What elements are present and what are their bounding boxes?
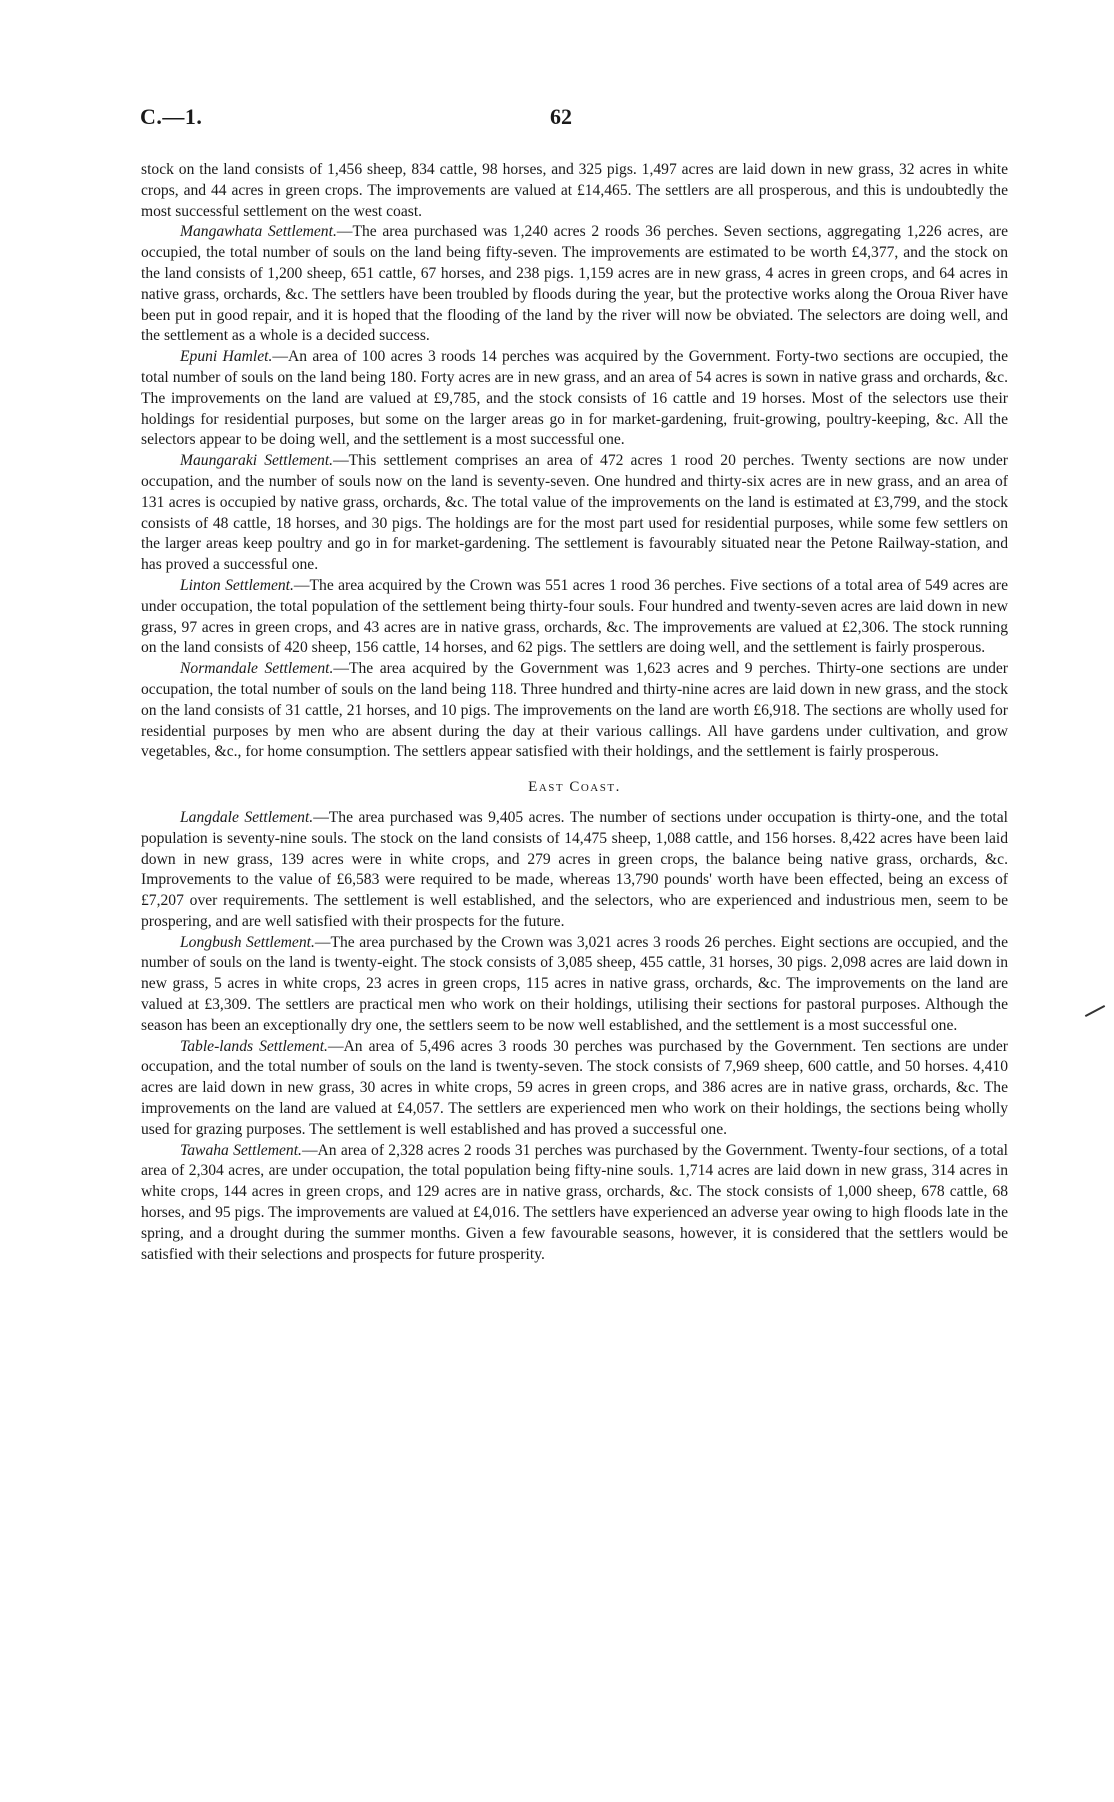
settlement-title: Linton Settlement.: [180, 576, 294, 594]
settlement-body: —The area purchased was 1,240 acres 2 roods 36 perches. Seven sections, aggregating 1,226 acres, are occupied, the total number of souls on the land being fifty-seven. The improvements are estimated to be worth £4,377, and the stock on the land consists of 1,200 sheep, 651 cattle, 67 horses, and 238 pigs. 1,159 acres are in new grass, 4 acres in green crops, and 64 acres in native grass, orchards, &c. The settlers have been troubled by floods during the year, but the protective works along the Oroua River have been put in good repair, and it is hoped that the flooding of the land by the river will now be obviated. The selectors are doing well, and the settlement as a whole is a decided success.: [141, 223, 1008, 345]
settlement-paragraph-longbush: [141, 933, 1008, 1037]
settlement-title: Langdale Settlement.: [180, 808, 314, 826]
settlement-body: —The area acquired by the Government was 1,623 acres and 9 perches. Thirty-one sections are under occupation, the total number of souls on the land being 118. Three hundred and thirty-nine acres are laid down in new grass, and the stock on the land consists of 31 cattle, 21 horses, and 10 pigs. The improvements on the land are worth £6,918. The sections are wholly used for residential purposes by men who are absent during the day at their various callings. All have gardens under cultivation, and grow vegetables, &c., for home consumption. The settlers appear satisfied with their holdings, and the settlement is fairly prosperous.: [141, 660, 1008, 761]
settlement-paragraph-linton: [141, 576, 1008, 659]
settlement-body: —An area of 5,496 acres 3 roods 30 perches was purchased by the Government. Ten sections are under occupation, and the total number of souls on the land is twenty-seven. The stock consists of 7,969 sheep, 600 cattle, and 50 horses. 4,410 acres are laid down in new grass, 30 acres in white crops, 59 acres in green crops, and 386 acres are in native grass, orchards, &c. The improvements on the land are valued at £4,057. The settlers are experienced men who work on their holdings, the sections being wholly used for grazing purposes. The settlement is well established and has proved a successful one.: [141, 1037, 1008, 1138]
settlement-paragraph-epuni: [141, 347, 1008, 451]
settlement-title: Mangawhata Settlement.: [180, 223, 337, 241]
settlement-paragraph-tawaha: [141, 1141, 1008, 1266]
intro-paragraph: stock on the land consists of 1,456 sheep, 834 cattle, 98 horses, and 325 pigs. 1,497 acres are laid down in new grass, 32 acres in white crops, and 44 acres in green crops. The improvements are valued at £14,465. The settlers are all prosperous, and this is undoubtedly the most successful settlement on the west coast.: [141, 161, 1008, 220]
page-header: [140, 104, 1008, 140]
settlement-paragraph-mangawhata: [141, 222, 1008, 347]
settlement-title: Tawaha Settlement.: [180, 1141, 302, 1159]
section-heading-east-coast: East Coast.: [528, 779, 621, 796]
settlement-body: —The area purchased by the Crown was 3,021 acres 3 roods 26 perches. Eight sections are occupied, and the number of souls on the land is twenty-eight. The stock consists of 3,085 sheep, 455 cattle, 31 horses, 30 pigs. 2,098 acres are laid down in new grass, 5 acres in white crops, 23 acres in green crops, 115 acres in native grass, orchards, &c. The improvements on the land are valued at £3,309. The settlers are practical men who work on their holdings, utilising their sections for pastoral purposes. Although the season has been an exceptionally dry one, the settlers seem to be now well established, and the settlement is a most successful one.: [141, 933, 1008, 1034]
settlement-paragraph-langdale: [141, 808, 1008, 933]
settlement-body: —An area of 2,328 acres 2 roods 31 perches was purchased by the Government. Twenty-four sections, of a total area of 2,304 acres, are under occupation, the total population being fifty-nine souls. 1,714 acres are laid down in new grass, 314 acres in white crops, 144 acres in green crops, and 129 acres are in native grass, orchards, &c. The stock consists of 1,000 sheep, 678 cattle, 68 horses, and 95 pigs. The improvements are valued at £4,016. The settlers have experienced an adverse year owing to high floods late in the spring, and a drought during the summer months. Given a few favourable seasons, however, it is considered that the settlers would be satisfied with their selections and prospects for future prosperity.: [141, 1141, 1008, 1263]
settlement-title: Normandale Settlement.: [180, 660, 334, 678]
settlement-title: Epuni Hamlet.: [180, 348, 273, 366]
settlement-title: Maungaraki Settlement.: [180, 452, 334, 470]
settlement-title: Table-lands Settlement.: [180, 1037, 328, 1055]
document-reference: C.—1.: [140, 104, 203, 129]
page-body: [141, 160, 1008, 1265]
settlement-body: —The area purchased was 9,405 acres. The number of sections under occupation is thirty-one, and the total population is seventy-nine souls. The stock on the land consists of 14,475 sheep, 1,088 cattle, and 156 horses. 8,422 acres have been laid down in new grass, 139 acres were in white crops, and 279 acres in green crops, the balance being native grass, orchards, &c. Improvements to the value of £6,583 were required to be made, whereas 13,790 pounds' worth have been effected, being an excess of £7,207 over requirements. The settlement is well established, and the selectors, who are experienced and industrious men, seem to be prospering, and are well satisfied with their prospects for the future.: [141, 808, 1008, 930]
settlement-paragraph-normandale: [141, 659, 1008, 763]
page-number: 62: [550, 104, 572, 129]
settlement-paragraph-maungaraki: [141, 451, 1008, 576]
settlement-body: —This settlement comprises an area of 472 acres 1 rood 20 perches. Twenty sections are now under occupation, and the number of souls now on the land is seventy-seven. One hundred and thirty-six acres are in new grass, and an area of 131 acres is occupied by native grass, orchards, &c. The total value of the improvements on the land is estimated at £3,799, and the stock consists of 48 cattle, 18 horses, and 30 pigs. The holdings are for the most part used for residential purposes, while some few settlers on the larger areas keep poultry and go in for market-gardening. The settlement is favourably situated near the Petone Railway-station, and has proved a successful one.: [141, 452, 1008, 574]
settlement-body: —The area acquired by the Crown was 551 acres 1 rood 36 perches. Five sections of a total area of 549 acres are under occupation, the total population of the settlement being thirty-four souls. Four hundred and twenty-seven acres are laid down in new grass, 97 acres in green crops, and 43 acres are in native grass, orchards, &c. The improvements are valued at £2,306. The stock running on the land consists of 420 sheep, 156 cattle, 14 horses, and 62 pigs. The settlers are doing well, and the settlement is fairly prosperous.: [141, 576, 1008, 657]
margin-pencil-mark: [1085, 1005, 1105, 1017]
settlement-body: —An area of 100 acres 3 roods 14 perches was acquired by the Government. Forty-two sections are occupied, the total number of souls on the land being 180. Forty acres are in new grass, and an area of 54 acres is sown in native grass and orchards, &c. The improvements on the land are valued at £9,785, and the stock consists of 16 cattle and 19 horses. Most of the selectors use their holdings for residential purposes, but some on the larger areas go in for market-gardening, fruit-growing, poultry-keeping, &c. All the selectors appear to be doing well, and the settlement is a most successful one.: [141, 348, 1008, 449]
settlement-title: Longbush Settlement.: [180, 933, 315, 951]
settlement-paragraph-table-lands: [141, 1037, 1008, 1141]
